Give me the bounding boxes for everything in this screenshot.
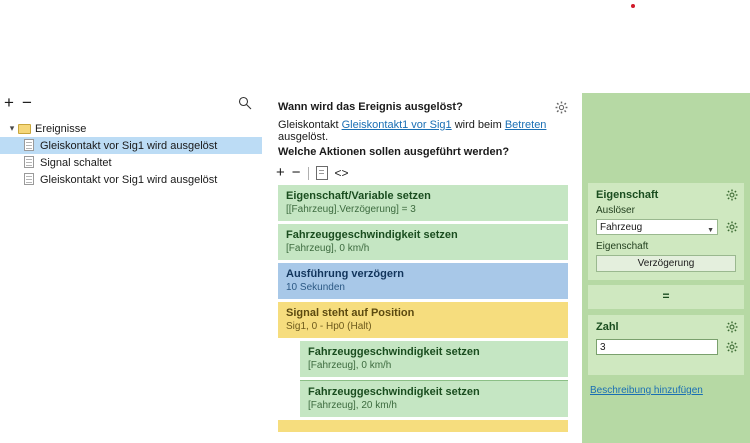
tree-item-label: Ereignisse [35, 122, 87, 135]
action-detail: [Fahrzeug], 0 km/h [308, 360, 392, 371]
action-title: Ausführung verzögern [286, 268, 404, 280]
tree-item-gleiskontakt-2[interactable] [0, 171, 262, 188]
document-icon [24, 156, 35, 169]
tree-item-gleiskontakt-1[interactable] [0, 137, 262, 154]
trigger-field-label: Auslöser [596, 205, 635, 216]
action-detail: [[Fahrzeug].Verzögerung] = 3 [286, 204, 416, 215]
action-detail: [Fahrzeug], 20 km/h [308, 400, 397, 411]
action-title: Eigenschaft/Variable setzen [286, 190, 431, 202]
document-icon[interactable] [316, 166, 328, 180]
action-item-geschwindigkeit-setzen-3[interactable] [300, 380, 568, 417]
actions-toolbar [276, 163, 349, 183]
trigger-description [278, 119, 576, 143]
action-list [278, 185, 568, 435]
card-title: Eigenschaft [596, 189, 659, 201]
action-item-geschwindigkeit-setzen-1[interactable] [278, 224, 568, 260]
tree-item-signal-schaltet[interactable] [0, 154, 262, 171]
event-tree-panel [0, 93, 262, 443]
action-item-geschwindigkeit-setzen-2[interactable] [300, 341, 568, 377]
property-card-eigenschaft [588, 183, 744, 280]
action-item-signal-position[interactable] [278, 302, 568, 338]
tree-item-ereignisse[interactable] [0, 120, 262, 137]
tree-toolbar [0, 93, 262, 118]
trigger-link-gleiskontakt[interactable]: Gleiskontakt1 vor Sig1 [341, 119, 452, 131]
action-item-eigenschaft-setzen[interactable] [278, 185, 568, 221]
record-indicator-dot [631, 4, 635, 8]
gear-icon[interactable] [726, 221, 738, 233]
action-item-next-partial[interactable] [278, 420, 568, 432]
properties-panel [582, 93, 750, 443]
trigger-text-1: Gleiskontakt [278, 119, 342, 131]
code-button[interactable]: <> [334, 166, 349, 180]
folder-icon [18, 123, 31, 134]
add-description-link[interactable]: Beschreibung hinzufügen [590, 385, 703, 396]
card-title: Zahl [596, 321, 619, 333]
tree-item-label: Gleiskontakt vor Sig1 wird ausgelöst [40, 139, 218, 152]
operator-card [588, 285, 744, 309]
action-item-ausfuehrung-verzoegern[interactable] [278, 263, 568, 299]
action-title: Fahrzeuggeschwindigkeit setzen [308, 386, 480, 398]
action-title: Fahrzeuggeschwindigkeit setzen [286, 229, 458, 241]
trigger-text-2: wird beim [451, 119, 505, 131]
action-title: Fahrzeuggeschwindigkeit setzen [308, 346, 480, 358]
action-detail: 10 Sekunden [286, 282, 345, 293]
action-title: Signal steht auf Position [286, 307, 415, 319]
property-field-label: Eigenschaft [596, 241, 649, 252]
toolbar-divider [308, 167, 309, 180]
action-detail: Sig1, 0 - Hp0 (Halt) [286, 321, 372, 332]
trigger-select[interactable] [596, 219, 718, 235]
gear-icon[interactable] [726, 321, 738, 333]
property-select-button[interactable]: Verzögerung [596, 255, 736, 272]
chevron-down-icon[interactable]: ▼ [707, 227, 714, 234]
remove-event-button[interactable]: − [22, 93, 32, 112]
tree-items [0, 120, 262, 188]
add-event-button[interactable]: + [4, 93, 14, 112]
trigger-heading: Wann wird das Ereignis ausgelöst? [278, 101, 463, 113]
gear-icon[interactable] [726, 341, 738, 353]
chevron-down-icon[interactable]: ▾ [9, 123, 15, 133]
remove-action-button[interactable]: − [291, 164, 301, 181]
search-icon[interactable] [238, 96, 252, 110]
gear-icon[interactable] [555, 101, 568, 114]
document-icon [24, 139, 35, 152]
tree-item-label: Gleiskontakt vor Sig1 wird ausgelöst [40, 173, 218, 186]
property-card-zahl [588, 315, 744, 375]
gear-icon[interactable] [726, 189, 738, 201]
action-detail: [Fahrzeug], 0 km/h [286, 243, 370, 254]
add-action-button[interactable]: + [276, 164, 285, 181]
trigger-link-betreten[interactable]: Betreten [504, 119, 547, 131]
document-icon [24, 173, 35, 186]
operator-symbol: = [662, 289, 670, 303]
number-input[interactable]: 3 [596, 339, 718, 355]
tree-item-label: Signal schaltet [40, 156, 112, 169]
trigger-text-3: ausgelöst. [278, 131, 329, 143]
trigger-select-value: Fahrzeug [600, 222, 643, 233]
actions-heading: Welche Aktionen sollen ausgeführt werden? [278, 146, 510, 158]
event-detail-panel [270, 93, 576, 443]
